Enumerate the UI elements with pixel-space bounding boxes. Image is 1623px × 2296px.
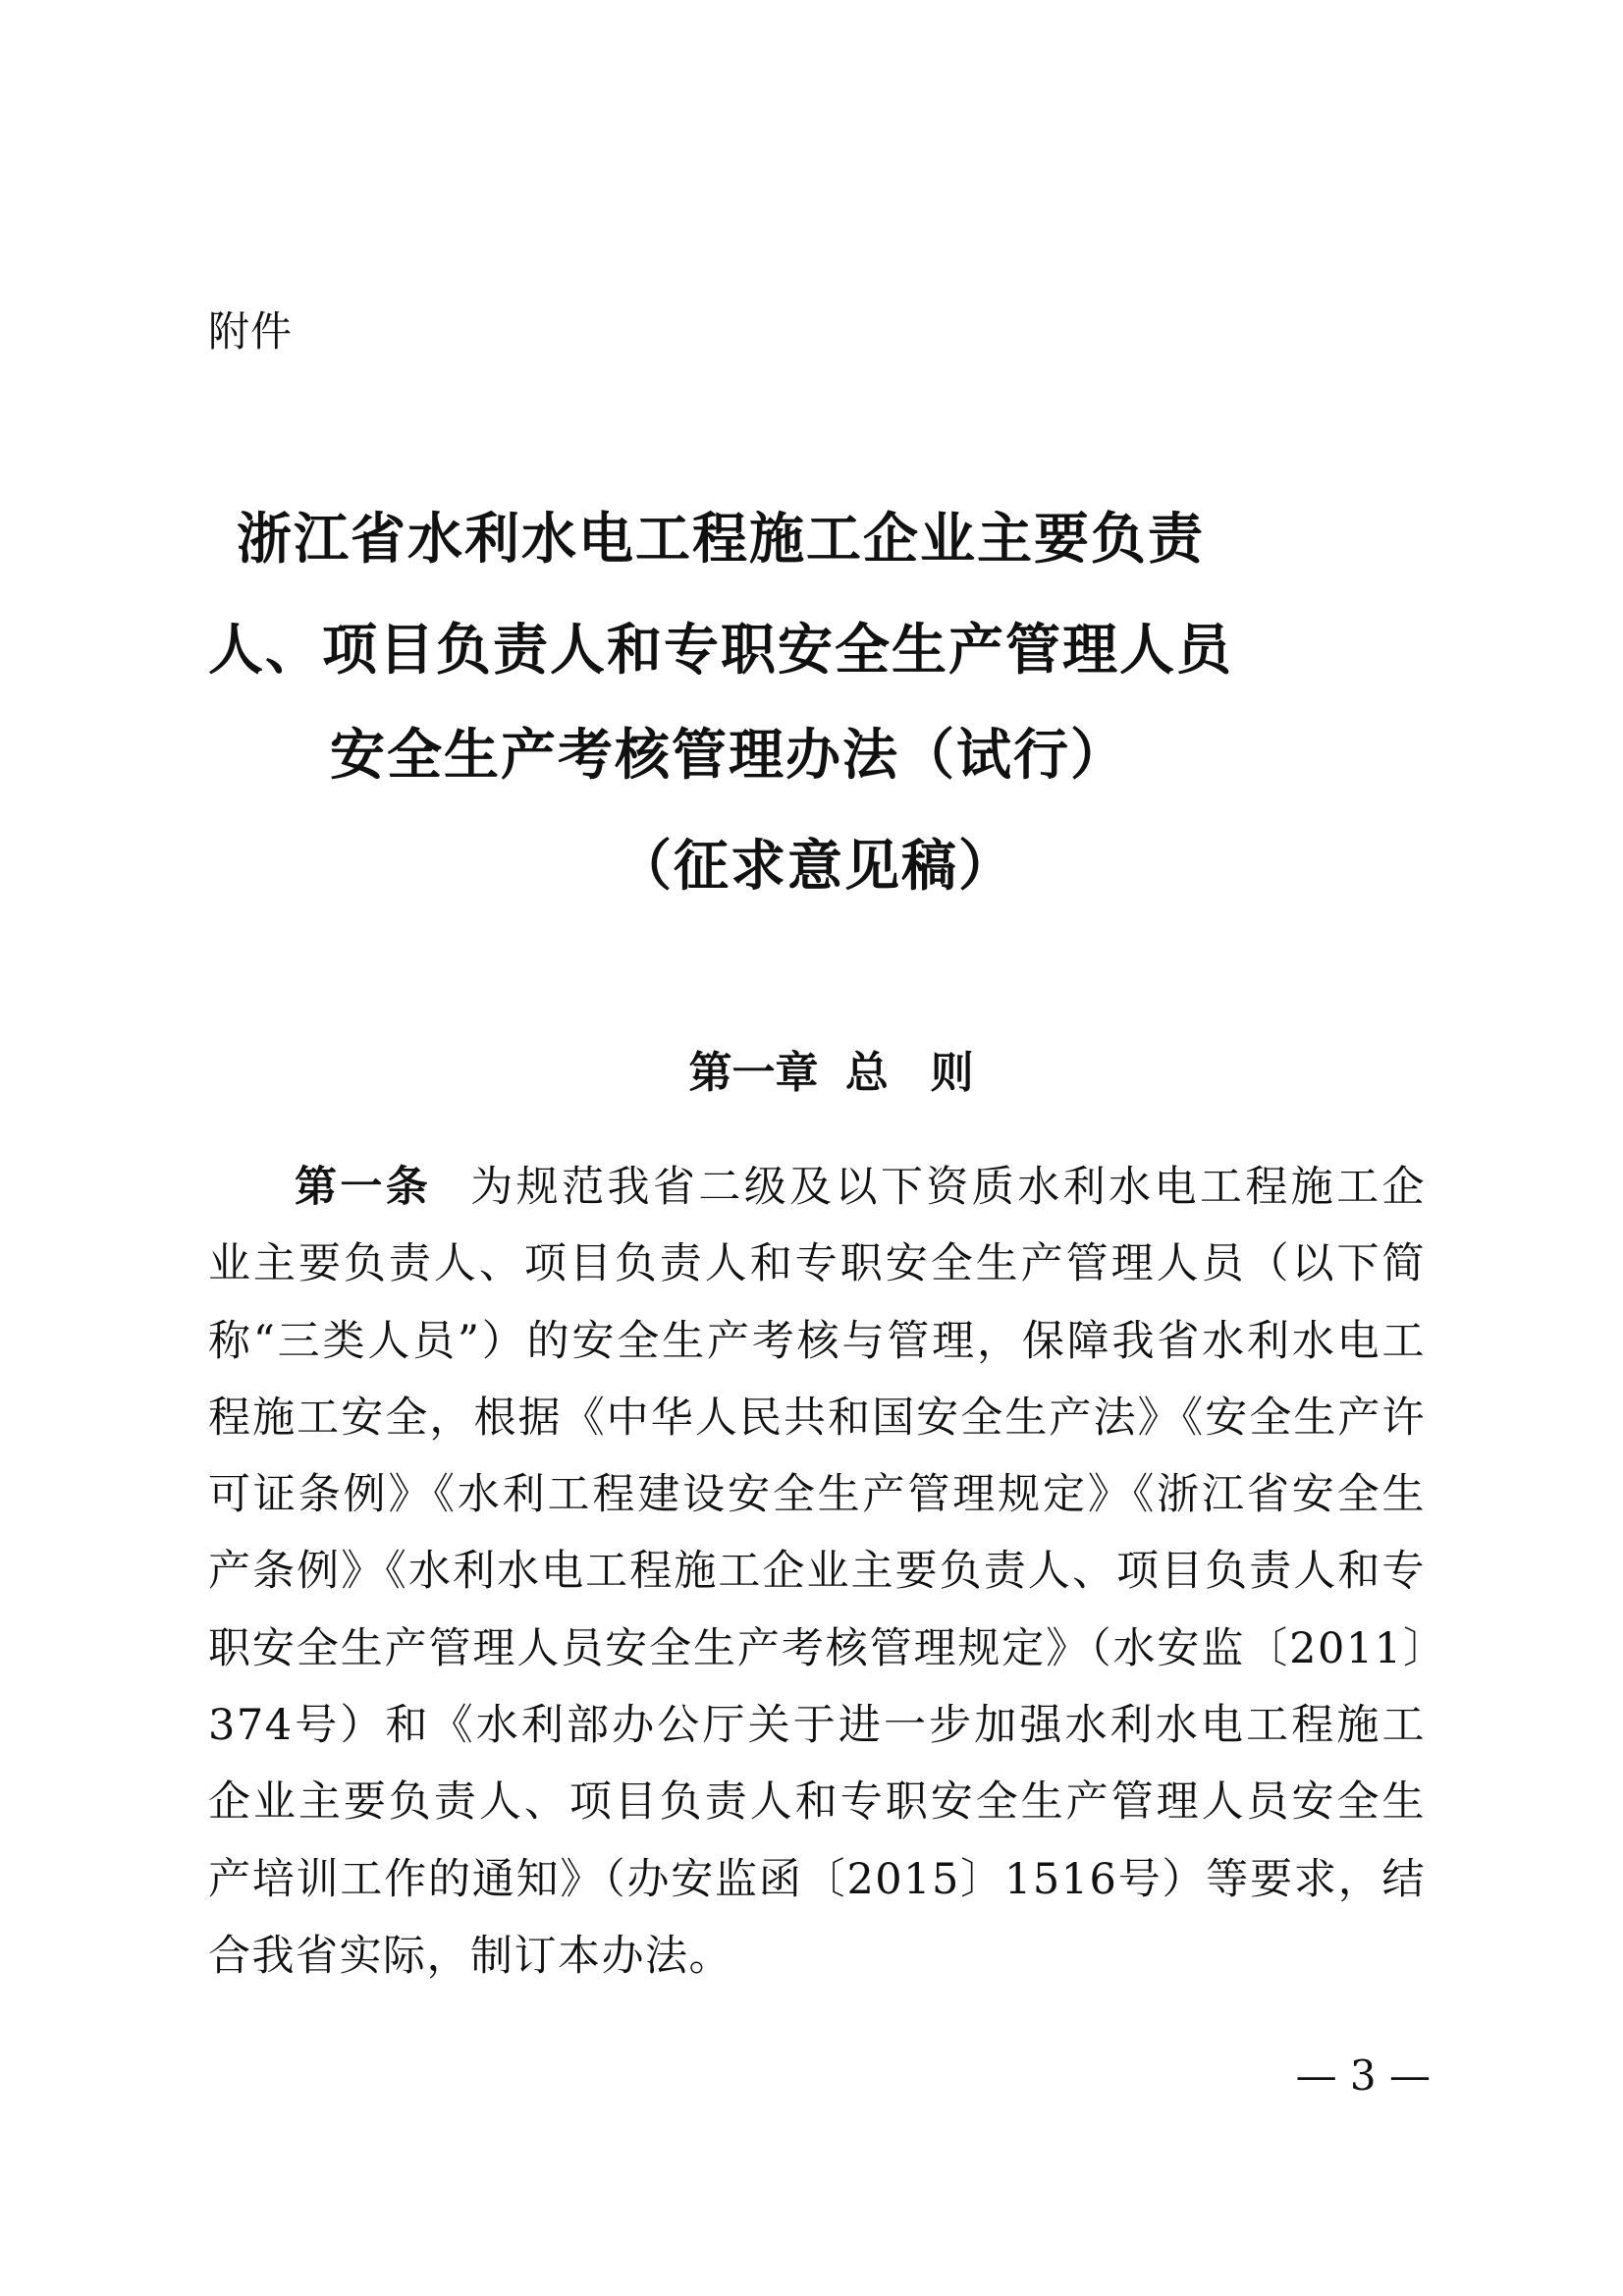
attachment-label: 附件: [208, 307, 294, 355]
article-number: 第一条: [295, 1163, 432, 1212]
chapter-number: 第一章: [688, 1048, 819, 1098]
title-line-3: 安全生产考核管理办法（试行）: [330, 724, 1127, 788]
title-line-1: 浙江省水利水电工程施工企业主要负责: [237, 508, 1205, 572]
article-paragraph: [208, 1149, 1426, 1995]
chapter-name-part2: 则: [930, 1048, 974, 1098]
article-text: 为规范我省二级及以下资质水利水电工程施工企业主要负责人、项目负责人和专职安全生产管理人员（以下简称“三类人员”）的安全生产考核与管理，保障我省水利水电工程施工安全，根据《中华人民共和国安全生产法》《安全生产许可证条例》《水利工程建设安全生产管理规定》《浙江省安全生产条例》《水利水电工程施工企业主要负责人、项目负责人和专职安全生产管理人员安全生产考核管理规定》（水安监〔2011〕374号）和《水利部办公厅关于进一步加强水利水电工程施工企业主要负责人、项目负责人和专职安全生产管理人员安全生产培训工作的通知》（办安监函〔2015〕1516号）等要求，结合我省实际，制订本办法。: [208, 1163, 1427, 1981]
chapter-name-part1: 总: [844, 1048, 889, 1098]
title-line-4: （征求意见稿）: [617, 835, 1015, 899]
title-line-2: 人、项目负责人和专职安全生产管理人员: [208, 619, 1233, 683]
chapter-heading: [0, 1039, 1623, 1108]
page-number: — 3 —: [1295, 2051, 1431, 2100]
